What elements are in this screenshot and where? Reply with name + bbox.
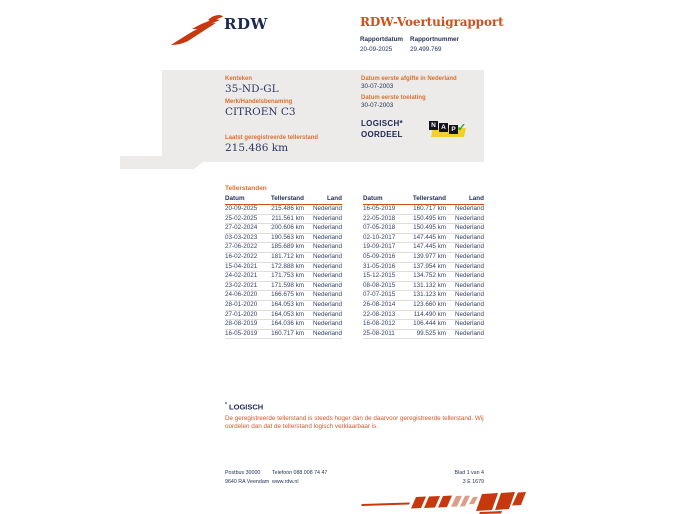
cell-km: 185.689 km [271,243,304,251]
cell-land: Nederland [312,329,342,337]
oordeel-line1: LOGISCH* [361,119,403,128]
footer-page-number: Blad 1 van 4 [454,470,484,476]
cell-km: 181.712 km [271,252,304,260]
cell-date: 28-08-2019 [225,320,258,328]
table-row [363,311,484,321]
footer-address-line1: Postbus 30000 [225,470,261,476]
table-row [225,330,342,340]
footer-phone: Telefoon 088 008 74 47 [272,470,328,476]
cell-land: Nederland [454,243,484,251]
table-row [363,253,484,263]
table-row [225,311,342,321]
cell-km: 147.445 km [413,233,446,241]
table-row [363,263,484,273]
cell-date: 16-05-2019 [225,329,258,337]
cell-km: 211.561 km [271,214,304,222]
cell-land: Nederland [312,310,342,318]
cell-land: Nederland [312,300,342,308]
cell-km: 172.888 km [271,262,304,270]
table-row [225,243,342,253]
table-row [225,291,342,301]
cell-km: 147.445 km [413,243,446,251]
report-number-value: 29.499.769 [410,46,442,53]
merk-label: Merk/Handelsbenaming [225,99,293,105]
odometer-table-right [363,195,484,339]
table-row [225,205,342,215]
cell-date: 24-02-2021 [225,272,258,280]
cell-date: 22-08-2013 [363,310,396,318]
cell-land: Nederland [454,291,484,299]
cell-date: 24-06-2020 [225,291,258,299]
footnote-text: De geregistreerde tellerstand is steeds hoger dan de daarvoor geregistreerde tellerstand. Wij oordelen dan dat de tellerstand logisch verklaarbaar is. [225,414,484,431]
table-header [225,195,342,205]
rdw-swoosh-decoration-icon [352,491,527,514]
nap-logo [429,121,469,141]
cell-date: 19-09-2017 [363,243,396,251]
cell-km: 131.132 km [413,281,446,289]
nap-letter-p: P [449,125,458,134]
table-row [363,320,484,330]
cell-land: Nederland [454,300,484,308]
cell-date: 15-04-2021 [225,262,258,270]
afgifte-value: 30-07-2003 [361,83,394,90]
odometer-table-left [225,195,342,339]
report-meta [360,36,459,53]
tellerstand-label: Laatst geregistreerde tellerstand [225,135,319,141]
page-title: RDW-Voertuigrapport [360,15,504,29]
cell-date: 27-01-2020 [225,310,258,318]
cell-land: Nederland [454,205,484,212]
footnote-asterisk: * [225,402,227,408]
table-row [225,282,342,292]
cell-land: Nederland [312,205,342,212]
footer-website: www.rdw.nl [272,479,299,485]
vehicle-summary-panel [162,70,484,162]
report-date-label: Rapportdatum [360,36,404,43]
cell-date: 22-05-2018 [363,214,396,222]
cell-land: Nederland [312,291,342,299]
cell-land: Nederland [454,214,484,222]
cell-land: Nederland [454,310,484,318]
cell-land: Nederland [312,214,342,222]
table-header [363,195,484,205]
cell-land: Nederland [454,252,484,260]
col-tellerstand: Tellerstand [270,195,304,202]
kenteken-label: Kenteken [225,76,253,82]
col-datum: Datum [225,195,245,202]
table-row [363,234,484,244]
cell-land: Nederland [312,224,342,232]
cell-land: Nederland [312,272,342,280]
cell-km: 160.717 km [271,329,304,337]
cell-km: 171.753 km [271,272,304,280]
cell-land: Nederland [454,224,484,232]
cell-land: Nederland [312,262,342,270]
cell-land: Nederland [312,243,342,251]
cell-km: 164.053 km [271,310,304,318]
cell-km: 123.660 km [413,300,446,308]
rdw-bird-logo-icon [170,12,224,48]
tellerstand-value: 215.486 km [225,142,289,154]
table-row [225,253,342,263]
col-datum: Datum [363,195,383,202]
tellerstanden-section [225,185,484,339]
toelating-label: Datum eerste toelating [361,95,426,101]
table-row [363,291,484,301]
cell-land: Nederland [312,252,342,260]
footer-address [225,469,269,487]
logisch-footnote [225,402,491,432]
table-row [363,224,484,234]
table-row [363,272,484,282]
report-number [410,36,459,53]
table-row [225,234,342,244]
cell-date: 27-02-2024 [225,224,258,232]
merk-value: CITROEN C3 [225,106,296,118]
cell-km: 150.495 km [413,224,446,232]
cell-km: 150.495 km [413,214,446,222]
table-row [363,301,484,311]
footnote-title [225,402,491,412]
table-row [225,301,342,311]
cell-land: Nederland [454,262,484,270]
cell-date: 16-02-2022 [225,252,258,260]
cell-km: 99.525 km [416,329,446,337]
report-date [360,36,403,53]
cell-km: 134.752 km [413,272,446,280]
table-row [225,263,342,273]
cell-land: Nederland [454,320,484,328]
cell-date: 03-03-2023 [225,233,258,241]
cell-date: 20-09-2025 [225,205,258,212]
cell-land: Nederland [454,233,484,241]
cell-date: 26-08-2014 [363,300,396,308]
cell-date: 15-12-2015 [363,272,396,280]
footnote-title-text: LOGISCH [229,402,264,412]
cell-land: Nederland [312,233,342,241]
cell-date: 07-05-2018 [363,224,396,232]
cell-date: 08-08-2015 [363,281,396,289]
cell-km: 171.598 km [271,281,304,289]
footer-contact [272,469,327,487]
oordeel-line2: OORDEEL [361,130,403,139]
cell-km: 106.444 km [413,320,446,328]
cell-land: Nederland [454,329,484,337]
cell-km: 200.606 km [271,224,304,232]
cell-km: 160.717 km [413,205,446,212]
cell-km: 139.977 km [413,252,446,260]
col-land: Land [468,195,484,202]
toelating-value: 30-07-2003 [361,102,394,109]
col-land: Land [326,195,342,202]
cell-land: Nederland [454,272,484,280]
rdw-wordmark: RDW [224,15,268,33]
table-row [363,330,484,340]
cell-date: 23-02-2021 [225,281,258,289]
cell-date: 25-02-2025 [225,214,258,222]
cell-date: 16-05-2019 [363,205,396,212]
cell-land: Nederland [454,281,484,289]
cell-km: 164.053 km [271,300,304,308]
cell-date: 05-09-2016 [363,252,396,260]
col-tellerstand: Tellerstand [412,195,446,202]
cell-land: Nederland [312,281,342,289]
cell-km: 137.954 km [413,262,446,270]
cell-date: 25-08-2011 [363,329,395,337]
cell-date: 28-01-2020 [225,300,258,308]
table-row [225,320,342,330]
cell-km: 131.123 km [413,291,446,299]
cell-date: 27-06-2022 [225,243,258,251]
nap-letter-a: A [439,123,448,132]
summary-left-column [225,76,318,158]
afgifte-label: Datum eerste afgifte in Nederland [361,76,457,82]
cell-date: 31-05-2016 [363,262,396,270]
table-row [363,282,484,292]
cell-date: 07-07-2015 [363,291,396,299]
footer-form-code: 3 E 1679 [462,479,484,485]
nap-check-icon: ✓ [457,122,467,134]
cell-land: Nederland [312,320,342,328]
cell-km: 166.675 km [271,291,304,299]
report-number-label: Rapportnummer [410,36,460,43]
cell-km: 164.036 km [271,320,304,328]
table-row [225,272,342,282]
cell-km: 215.486 km [271,205,304,212]
table-row [225,224,342,234]
cell-date: 16-08-2012 [363,320,396,328]
cell-km: 114.490 km [413,310,446,318]
footer-page-info [455,469,484,487]
nap-letter-n: N [429,121,438,130]
section-title: Tellerstanden [225,185,267,192]
cell-km: 190.563 km [271,233,304,241]
footer-address-line2: 9640 RA Veendam [225,479,270,485]
table-row [363,215,484,225]
report-date-value: 20-09-2025 [360,46,393,53]
table-row [225,215,342,225]
cell-date: 02-10-2017 [363,233,396,241]
table-row [363,205,484,215]
kenteken-value: 35-ND-GL [225,83,279,95]
table-row [363,243,484,253]
